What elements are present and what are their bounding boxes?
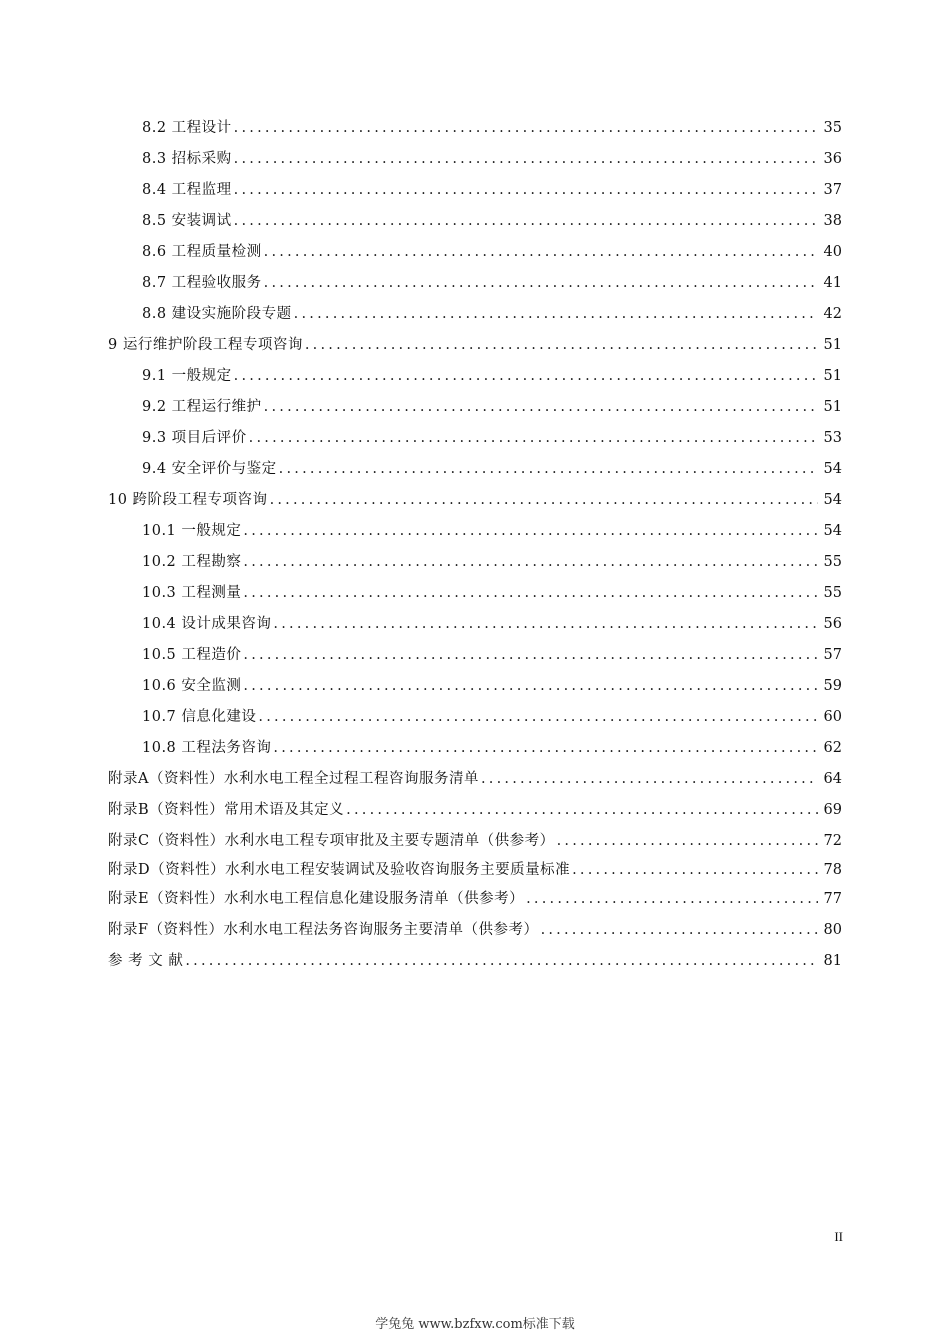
toc-leader-dots — [273, 614, 817, 634]
toc-entry-page: 51 — [823, 337, 842, 353]
toc-entry-page: 38 — [823, 213, 842, 229]
toc-entry-page: 56 — [823, 616, 842, 632]
toc-entry-title: 9.3 项目后评价 — [142, 430, 247, 446]
toc-entry-page: 54 — [823, 461, 842, 477]
toc-leader-dots — [243, 521, 817, 541]
toc-leader-dots — [243, 645, 817, 665]
toc-entry-page: 35 — [823, 120, 842, 136]
toc-leader-dots — [243, 583, 817, 603]
toc-leader-dots — [294, 304, 818, 324]
toc-entry-page: 60 — [823, 709, 842, 725]
toc-leader-dots — [541, 920, 818, 940]
toc-entry-page: 51 — [823, 399, 842, 415]
toc-entry-title: 8.6 工程质量检测 — [142, 244, 262, 260]
toc-entry-page: 40 — [823, 244, 842, 260]
toc-leader-dots — [264, 397, 818, 417]
toc-leader-dots — [249, 428, 818, 448]
toc-entry-title: 10.5 工程造价 — [142, 647, 242, 663]
toc-entry-page: 36 — [823, 151, 842, 167]
toc-entry-page: 55 — [823, 585, 842, 601]
toc-entry[interactable] — [108, 273, 842, 304]
toc-entry-title: 8.8 建设实施阶段专题 — [142, 306, 292, 322]
toc-entry-page: 69 — [823, 802, 842, 818]
toc-entry-page: 57 — [823, 647, 842, 663]
toc-entry[interactable] — [108, 304, 842, 335]
toc-entry[interactable] — [108, 860, 842, 889]
toc-leader-dots — [243, 676, 817, 696]
toc-leader-dots — [264, 273, 818, 293]
toc-entry-title: 附录F（资料性）水利水电工程法务咨询服务主要清单（供参考） — [108, 922, 539, 938]
toc-entry-title: 附录D（资料性）水利水电工程安装调试及验收咨询服务主要质量标准 — [108, 862, 571, 878]
toc-entry-page: 78 — [823, 862, 842, 878]
toc-leader-dots — [273, 738, 817, 758]
toc-entry[interactable] — [108, 676, 842, 707]
toc-entry-title: 附录C（资料性）水利水电工程专项审批及主要专题清单（供参考） — [108, 833, 555, 849]
toc-entry-page: 62 — [823, 740, 842, 756]
page-number: II — [834, 1229, 843, 1244]
toc-entry[interactable] — [108, 800, 842, 831]
toc-entry-title: 8.3 招标采购 — [142, 151, 232, 167]
toc-entry[interactable] — [108, 366, 842, 397]
toc-entry-title: 9.4 安全评价与鉴定 — [142, 461, 277, 477]
toc-entry-page: 77 — [823, 891, 842, 907]
toc-entry[interactable] — [108, 614, 842, 645]
table-of-contents — [108, 118, 842, 982]
toc-entry[interactable] — [108, 831, 842, 860]
toc-entry-page: 80 — [823, 922, 842, 938]
toc-leader-dots — [305, 335, 818, 355]
toc-entry-page: 81 — [823, 953, 842, 969]
toc-leader-dots — [234, 211, 818, 231]
toc-entry[interactable] — [108, 951, 842, 982]
toc-entry[interactable] — [108, 397, 842, 428]
toc-entry-page: 72 — [823, 833, 842, 849]
toc-leader-dots — [234, 180, 818, 200]
toc-entry-title: 附录B（资料性）常用术语及其定义 — [108, 802, 345, 818]
toc-entry-title: 10.2 工程勘察 — [142, 554, 242, 570]
toc-leader-dots — [572, 860, 817, 880]
toc-leader-dots — [264, 242, 818, 262]
toc-entry-title: 附录A（资料性）水利水电工程全过程工程咨询服务清单 — [108, 771, 479, 787]
toc-entry-title: 8.7 工程验收服务 — [142, 275, 262, 291]
toc-entry-title: 8.4 工程监理 — [142, 182, 232, 198]
toc-leader-dots — [234, 118, 818, 138]
toc-leader-dots — [346, 800, 817, 820]
toc-entry-page: 54 — [823, 523, 842, 539]
toc-leader-dots — [234, 149, 818, 169]
toc-entry[interactable] — [108, 521, 842, 552]
toc-entry-page: 55 — [823, 554, 842, 570]
toc-entry[interactable] — [108, 645, 842, 676]
toc-entry-title: 8.2 工程设计 — [142, 120, 232, 136]
toc-entry-title: 9.1 一般规定 — [142, 368, 232, 384]
toc-leader-dots — [279, 459, 818, 479]
toc-leader-dots — [243, 552, 817, 572]
toc-entry-title: 10.7 信息化建设 — [142, 709, 257, 725]
toc-entry[interactable] — [108, 149, 842, 180]
toc-leader-dots — [185, 951, 817, 971]
toc-entry-page: 37 — [823, 182, 842, 198]
toc-entry-title: 10.8 工程法务咨询 — [142, 740, 272, 756]
toc-leader-dots — [234, 366, 818, 386]
toc-entry[interactable] — [108, 920, 842, 951]
toc-entry-page: 59 — [823, 678, 842, 694]
toc-entry-page: 42 — [823, 306, 842, 322]
toc-entry-title: 9.2 工程运行维护 — [142, 399, 262, 415]
toc-entry-title: 10.4 设计成果咨询 — [142, 616, 272, 632]
toc-entry-page: 54 — [823, 492, 842, 508]
toc-entry-title: 附录E（资料性）水利水电工程信息化建设服务清单（供参考） — [108, 891, 525, 907]
toc-entry-title: 参 考 文 献 — [108, 953, 184, 969]
toc-entry[interactable] — [108, 428, 842, 459]
toc-leader-dots — [270, 490, 818, 510]
toc-entry[interactable] — [108, 707, 842, 738]
toc-entry[interactable] — [108, 769, 842, 800]
toc-entry[interactable] — [108, 738, 842, 769]
toc-entry[interactable] — [108, 242, 842, 273]
toc-entry[interactable] — [108, 211, 842, 242]
toc-entry[interactable] — [108, 889, 842, 920]
footer-watermark: 学兔兔 www.bzfxw.com标准下载 — [375, 1317, 575, 1332]
toc-entry-title: 8.5 安装调试 — [142, 213, 232, 229]
toc-leader-dots — [526, 889, 817, 909]
toc-entry[interactable] — [108, 180, 842, 211]
toc-entry-page: 51 — [823, 368, 842, 384]
toc-entry[interactable] — [108, 459, 842, 490]
toc-entry-page: 41 — [823, 275, 842, 291]
toc-entry[interactable] — [108, 583, 842, 614]
toc-leader-dots — [557, 831, 818, 851]
toc-entry[interactable] — [108, 118, 842, 149]
toc-leader-dots — [258, 707, 817, 727]
toc-entry-title: 10 跨阶段工程专项咨询 — [108, 492, 268, 508]
toc-entry-page: 64 — [823, 771, 842, 787]
toc-entry[interactable] — [108, 552, 842, 583]
toc-entry-title: 10.6 安全监测 — [142, 678, 242, 694]
toc-entry-title: 9 运行维护阶段工程专项咨询 — [108, 337, 303, 353]
toc-entry[interactable] — [108, 490, 842, 521]
toc-entry[interactable] — [108, 335, 842, 366]
toc-leader-dots — [481, 769, 818, 789]
toc-entry-title: 10.1 一般规定 — [142, 523, 242, 539]
toc-entry-page: 53 — [823, 430, 842, 446]
toc-entry-title: 10.3 工程测量 — [142, 585, 242, 601]
